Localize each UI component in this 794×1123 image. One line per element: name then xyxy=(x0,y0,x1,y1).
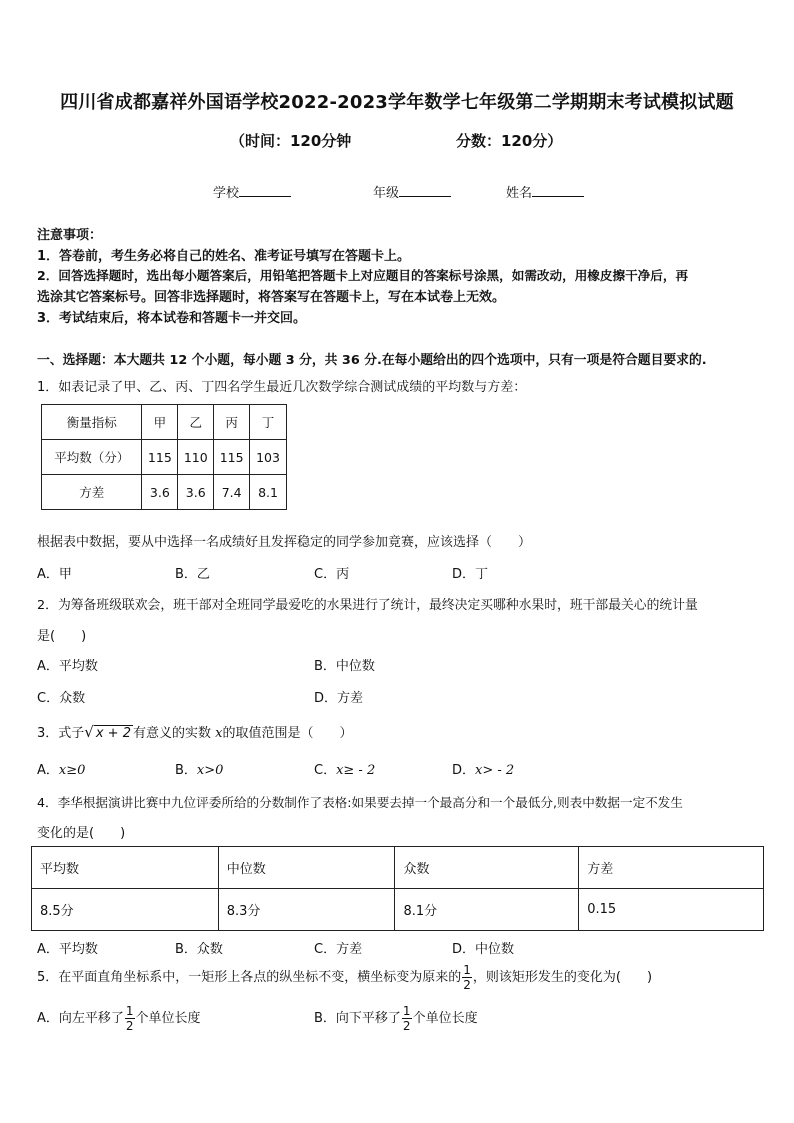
school-field[interactable] xyxy=(213,182,291,201)
q5-option-a[interactable] xyxy=(37,1005,201,1032)
q4-stem-b: 变化的是( ) xyxy=(37,826,126,841)
q1-option-d[interactable]: D．丁 xyxy=(452,567,489,582)
q3-option-d-math: x> - 2 xyxy=(475,763,515,778)
q3-option-d-letter: D． xyxy=(452,763,476,778)
notes-title: 注意事项： xyxy=(37,228,103,243)
name-blank[interactable] xyxy=(532,185,584,197)
sqrt-content: x + 2 xyxy=(95,726,131,741)
q3-option-c-letter: C． xyxy=(314,763,337,778)
q5-option-a-post: 个单位长度 xyxy=(135,1011,201,1026)
q1-cell: 平均数（分） xyxy=(42,440,142,475)
fraction-denominator: 2 xyxy=(463,978,471,992)
q1-table-row xyxy=(42,475,287,510)
q3-stem xyxy=(37,722,352,741)
q4-option-c[interactable]: C．方差 xyxy=(314,942,363,957)
note-3: 3．考试结束后，将本试卷和答题卡一并交回。 xyxy=(37,311,307,326)
grade-label: 年级 xyxy=(373,186,400,201)
q1-cell: 甲 xyxy=(142,405,178,440)
q1-option-c[interactable]: C．丙 xyxy=(314,567,350,582)
q3-stem-pre: 3．式子 xyxy=(37,726,85,741)
q1-cell: 115 xyxy=(214,440,250,475)
note-1: 1．答卷前，考生务必将自己的姓名、准考证号填写在答题卡上。 xyxy=(37,249,411,264)
q5-stem xyxy=(37,964,652,991)
q4-table-row xyxy=(32,889,764,931)
q3-var: x xyxy=(215,726,223,741)
q4-cell: 众数 xyxy=(395,847,579,889)
q5-stem-pre: 5．在平面直角坐标系中，一矩形上各点的纵坐标不变，横坐标变为原来的 xyxy=(37,970,462,985)
q4-cell: 方差 xyxy=(579,847,764,889)
q4-cell: 中位数 xyxy=(218,847,395,889)
q3-option-c-math: x≥ - 2 xyxy=(336,763,376,778)
fraction-numerator: 1 xyxy=(402,1004,411,1018)
q5-option-b[interactable] xyxy=(314,1005,478,1032)
section-1-header: 一、选择题：本大题共 12 个小题，每小题 3 分，共 36 分.在每小题给出的四个选项中，只有一项是符合题目要求的. xyxy=(37,353,707,368)
q5-stem-post: ，则该矩形发生的变化为( ) xyxy=(472,970,653,985)
q3-option-c[interactable] xyxy=(314,759,375,778)
q1-table-row xyxy=(42,440,287,475)
fraction-numerator: 1 xyxy=(125,1004,134,1018)
q1-cell: 乙 xyxy=(178,405,214,440)
q1-cell: 衡量指标 xyxy=(42,405,142,440)
q4-cell: 8.3分 xyxy=(218,889,395,931)
q3-stem-end: 的取值范围是（ ） xyxy=(222,726,353,741)
q2-option-c[interactable]: C．众数 xyxy=(37,691,86,706)
q1-option-b[interactable]: B．乙 xyxy=(175,567,210,582)
q1-option-a[interactable]: A．甲 xyxy=(37,567,72,582)
q1-cell: 丙 xyxy=(214,405,250,440)
q2-option-b[interactable]: B．中位数 xyxy=(314,659,375,674)
fraction-denominator: 2 xyxy=(125,1019,134,1033)
q1-cell: 115 xyxy=(142,440,178,475)
school-label: 学校 xyxy=(213,186,240,201)
q4-cell: 8.5分 xyxy=(32,889,219,931)
q4-table xyxy=(31,846,764,931)
fraction-numerator: 1 xyxy=(463,963,471,977)
sqrt-expression: √ x + 2 xyxy=(84,723,131,741)
q3-option-a[interactable] xyxy=(37,759,85,778)
q4-option-d[interactable]: D．中位数 xyxy=(452,942,515,957)
q3-option-b-math: x>0 xyxy=(196,763,224,778)
grade-field[interactable] xyxy=(373,182,451,201)
note-2b: 选涂其它答案标号。回答非选择题时，将答案写在答题卡上，写在本试卷上无效。 xyxy=(37,290,506,305)
q1-cell: 110 xyxy=(178,440,214,475)
fraction xyxy=(402,1005,412,1032)
q4-table-header-row xyxy=(32,847,764,889)
q1-cell: 7.4 xyxy=(214,475,250,510)
q1-cell: 丁 xyxy=(250,405,287,440)
grade-blank[interactable] xyxy=(399,185,451,197)
fraction xyxy=(462,964,472,991)
q2-option-a[interactable]: A．平均数 xyxy=(37,659,98,674)
school-blank[interactable] xyxy=(239,185,291,197)
q4-option-b[interactable]: B．众数 xyxy=(175,942,223,957)
q4-stem-a: 4．李华根据演讲比赛中九位评委所给的分数制作了表格:如果要去掉一个最高分和一个最低分,则表中数据一定不发生 xyxy=(37,795,683,810)
q2-stem-a: 2．为筹备班级联欢会，班干部对全班同学最爱吃的水果进行了统计，最终决定买哪种水果时，班干部最关心的统计量 xyxy=(37,598,698,613)
q5-option-b-pre: B．向下平移了 xyxy=(314,1011,401,1026)
q3-option-b-letter: B． xyxy=(175,763,197,778)
q1-stem: 1．如表记录了甲、乙、丙、丁四名学生最近几次数学综合测试成绩的平均数与方差： xyxy=(37,380,527,395)
q3-option-b[interactable] xyxy=(175,759,223,778)
q3-option-a-letter: A． xyxy=(37,763,59,778)
q2-option-d[interactable]: D．方差 xyxy=(314,691,364,706)
name-field[interactable] xyxy=(506,182,584,201)
q2-stem-b: 是( ) xyxy=(37,629,87,644)
exam-score: 分数：120分） xyxy=(456,132,563,150)
q1-cell: 3.6 xyxy=(142,475,178,510)
name-label: 姓名 xyxy=(506,186,533,201)
q5-option-b-post: 个单位长度 xyxy=(412,1011,478,1026)
q4-option-a[interactable]: A．平均数 xyxy=(37,942,98,957)
q1-table xyxy=(41,404,287,510)
q3-stem-post: 有意义的实数 xyxy=(132,726,211,741)
q1-cell: 103 xyxy=(250,440,287,475)
q3-option-d[interactable] xyxy=(452,759,514,778)
q4-cell: 平均数 xyxy=(32,847,219,889)
page-title: 四川省成都嘉祥外国语学校2022-2023学年数学七年级第二学期期末考试模拟试题 xyxy=(60,92,734,113)
q3-option-a-math: x≥0 xyxy=(58,763,86,778)
q4-cell: 8.1分 xyxy=(395,889,579,931)
q1-cell: 方差 xyxy=(42,475,142,510)
q1-table-header-row xyxy=(42,405,287,440)
fraction xyxy=(125,1005,135,1032)
note-2a: 2．回答选择题时，选出每小题答案后，用铅笔把答题卡上对应题目的答案标号涂黑，如需改动，用橡皮擦干净后，再 xyxy=(37,268,689,283)
exam-time: （时间：120分钟 xyxy=(230,132,352,150)
q4-cell: 0.15 xyxy=(579,889,764,931)
q1-cell: 8.1 xyxy=(250,475,287,510)
q5-option-a-pre: A．向左平移了 xyxy=(37,1011,124,1026)
q1-question: 根据表中数据，要从中选择一名成绩好且发挥稳定的同学参加竟赛，应该选择（ ） xyxy=(37,535,532,550)
q1-cell: 3.6 xyxy=(178,475,214,510)
fraction-denominator: 2 xyxy=(402,1019,411,1033)
